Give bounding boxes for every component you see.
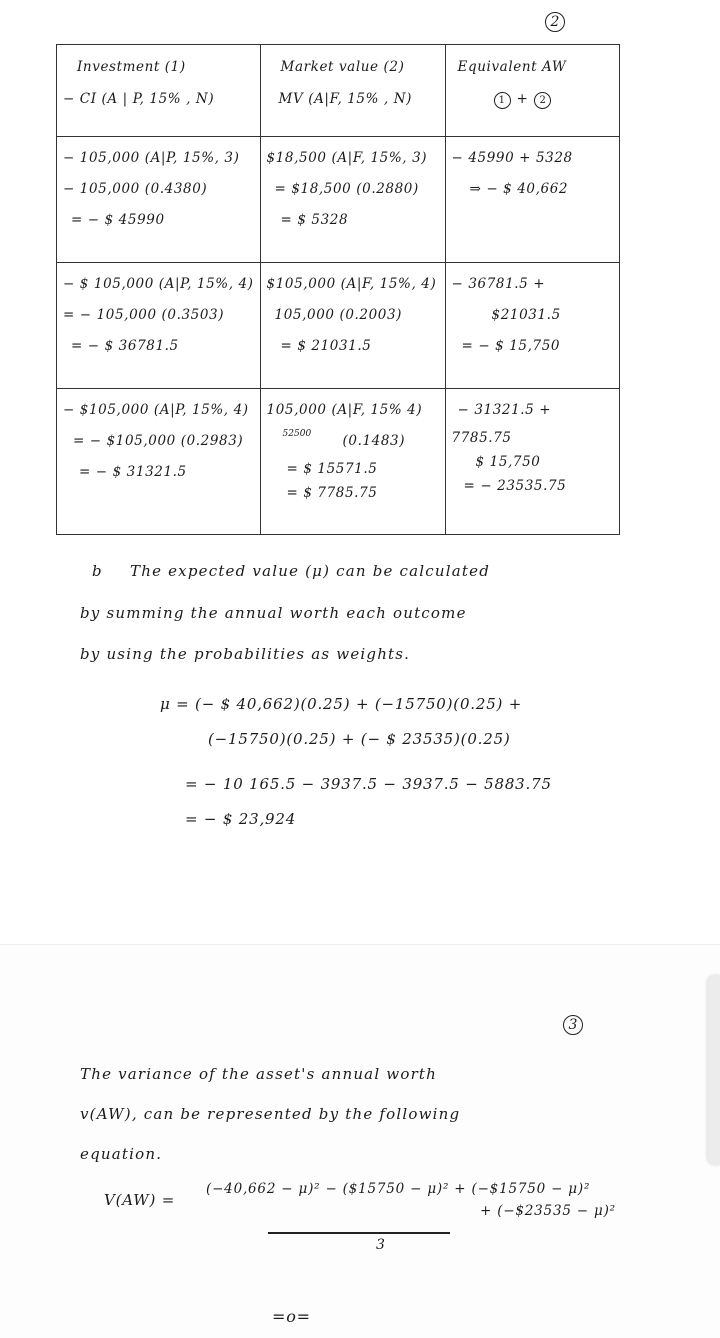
- overwritten-value: 52500: [282, 428, 312, 439]
- equation-line: μ = (− $ 40,662)(0.25) + (−15750)(0.25) +: [160, 695, 523, 713]
- row3-investment: − $105,000 (A|P, 15%, 4) = − $105,000 (0.2983) = − $ 31321.5: [57, 388, 261, 534]
- equation-line: (−15750)(0.25) + (− $ 23535)(0.25): [208, 730, 511, 748]
- table-header-row: [57, 45, 620, 137]
- end-mark: =o=: [272, 1307, 311, 1326]
- page-number: 2: [545, 12, 565, 32]
- header-market-value: Market value (2) MV (A|F, 15% , N): [260, 45, 445, 137]
- variance-lhs: V(AW) =: [104, 1191, 176, 1209]
- page-number: 3: [563, 1015, 583, 1035]
- table-row: [57, 262, 620, 388]
- variance-numerator-cont: + (−$23535 − μ)²: [480, 1203, 616, 1219]
- part-b-label: b: [92, 562, 103, 580]
- header-equivalent-aw: Equivalent AW 1 + 2: [445, 45, 619, 137]
- paragraph-line: by using the probabilities as weights.: [80, 645, 411, 663]
- page-2: [0, 945, 720, 1338]
- row2-market-value: $105,000 (A|F, 15%, 4) 105,000 (0.2003) = $ 21031.5: [260, 262, 445, 388]
- equation-line: = − 10 165.5 − 3937.5 − 3937.5 − 5883.75: [185, 775, 552, 793]
- row3-equivalent-aw: − 31321.5 + 7785.75 $ 15,750 = − 23535.75: [445, 388, 619, 534]
- circled-two: 2: [534, 92, 551, 109]
- paragraph-line: by summing the annual worth each outcome: [80, 604, 467, 622]
- table-row: [57, 388, 620, 534]
- row1-equivalent-aw: − 45990 + 5328 ⇒ − $ 40,662: [445, 136, 619, 262]
- variance-numerator: (−40,662 − μ)² − ($15750 − μ)² + (−$15750 − μ)²: [206, 1181, 591, 1197]
- row1-investment: − 105,000 (A|P, 15%, 3) − 105,000 (0.4380) = − $ 45990: [57, 136, 261, 262]
- paragraph-line: equation.: [80, 1145, 163, 1163]
- table-row: [57, 136, 620, 262]
- aw-calculation-table: [56, 44, 620, 535]
- scrollbar-thumb[interactable]: [708, 975, 720, 1165]
- paragraph-line: The variance of the asset's annual worth: [80, 1065, 438, 1083]
- equation-line: = − $ 23,924: [185, 810, 297, 828]
- paragraph-line: v(AW), can be represented by the following: [80, 1105, 461, 1123]
- fraction-bar: [268, 1232, 450, 1234]
- variance-denominator: 3: [376, 1237, 386, 1253]
- row2-investment: − $ 105,000 (A|P, 15%, 4) = − 105,000 (0.3503) = − $ 36781.5: [57, 262, 261, 388]
- header-investment: Investment (1) − CI (A | P, 15% , N): [57, 45, 261, 137]
- row3-market-value: 105,000 (A|F, 15% 4) 52500 (0.1483) = $ 15571.5 = $ 7785.75: [260, 388, 445, 534]
- row1-market-value: $18,500 (A|F, 15%, 3) = $18,500 (0.2880) = $ 5328: [260, 136, 445, 262]
- circled-one: 1: [494, 92, 511, 109]
- paragraph-line: The expected value (μ) can be calculated: [130, 562, 491, 580]
- row2-equivalent-aw: − 36781.5 + $21031.5 = − $ 15,750: [445, 262, 619, 388]
